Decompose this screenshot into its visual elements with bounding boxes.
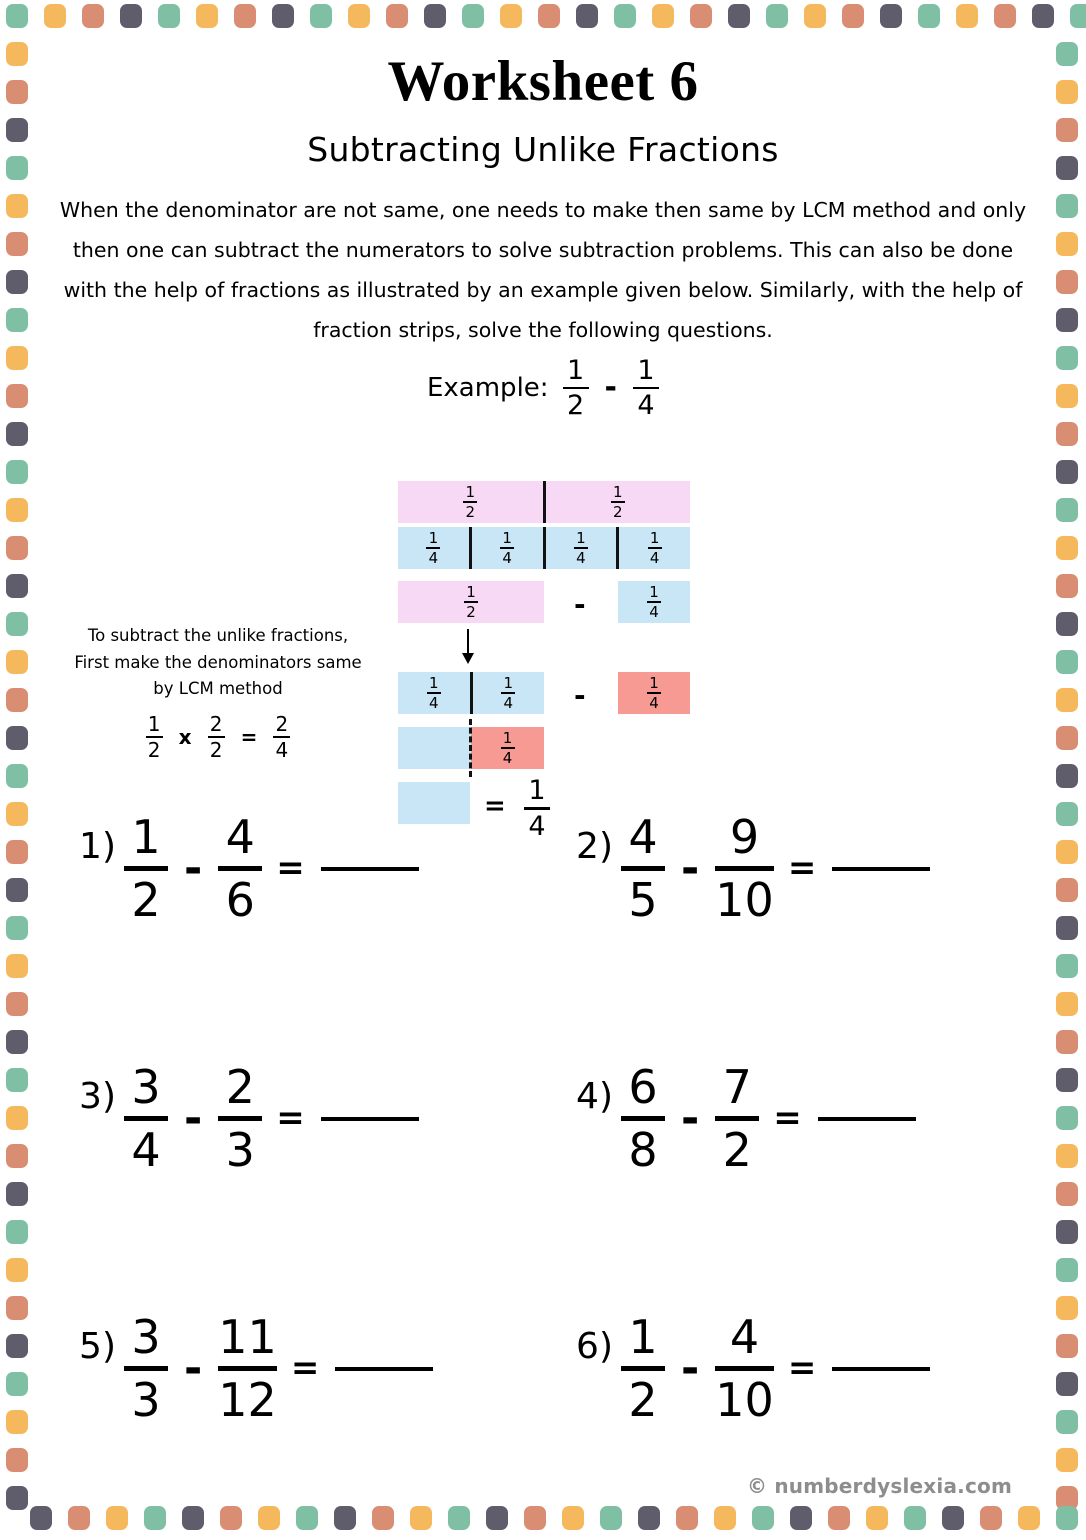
numerator: 2 [225,1060,255,1114]
border-square [6,726,28,750]
numerator: 1 [503,673,514,692]
minus-sign: - [184,1092,203,1144]
border-square [6,1372,28,1396]
denominator: 4 [428,693,439,712]
denominator: 2 [628,1373,658,1427]
problem-fraction-left [621,1310,665,1427]
denominator: 4 [131,1123,161,1177]
border-square [6,1448,28,1472]
border-square [6,1258,28,1282]
numerator: 1 [566,354,585,386]
numerator: 3 [131,1310,161,1364]
border-square [1056,612,1078,636]
cell-fraction [648,528,662,567]
footer-watermark: © numberdyslexia.com [747,1474,1012,1498]
strip-cell-empty [398,727,471,769]
border-square [6,840,28,864]
multiply-sign: x [178,725,192,750]
note-line-2: First make the denominators same [74,652,362,672]
denominator: 2 [209,738,223,763]
strip-cell [469,527,543,569]
row5-dashed-divider [469,719,472,777]
problem-expression [621,1308,930,1427]
numerator: 1 [502,728,513,747]
fraction-bar [715,866,774,871]
fraction-bar [563,387,589,390]
equals-sign: = [787,1348,817,1389]
minus-sign: - [681,1092,700,1144]
cell-fraction [464,582,478,621]
border-square [1056,384,1078,408]
denominator: 12 [218,1373,277,1427]
answer-blank[interactable] [335,1367,433,1371]
note-fraction-result [273,712,290,763]
numerator: 1 [131,810,161,864]
denominator: 2 [131,873,161,927]
border-square [6,1334,28,1358]
border-square [1056,270,1078,294]
problem-expression [621,1058,916,1177]
border-square [1056,1220,1078,1244]
note-line-3: by LCM method [153,679,283,698]
border-square [1056,42,1078,66]
border-square [1056,878,1078,902]
numerator: 1 [612,482,623,501]
strip-cell [618,581,690,623]
problem-fraction-right [218,1060,262,1177]
minus-sign: - [681,842,700,894]
problem-number: 5) [79,1326,116,1367]
cell-fraction [500,528,514,567]
denominator: 10 [715,873,774,927]
numerator: 2 [209,712,223,737]
row3-minus-sign: - [574,588,586,622]
numerator: 1 [428,528,439,547]
numerator: 7 [722,1060,752,1114]
fraction-bar [218,1366,277,1371]
border-square [1056,1030,1078,1054]
numerator: 1 [465,482,476,501]
border-square [1070,4,1086,28]
border-square [6,384,28,408]
border-square [6,802,28,826]
problem-fraction-left [124,810,168,927]
border-square [1056,650,1078,674]
border-square [1056,1334,1078,1358]
note-equation [68,712,368,763]
strip-cell [470,672,545,714]
strip-cell [471,727,544,769]
cell-fraction [463,482,477,521]
border-square [1056,992,1078,1016]
border-square [1056,1068,1078,1092]
border-square [1056,954,1078,978]
border-square [6,42,28,66]
strip-row4-subtrahend [618,672,690,714]
border-square [6,688,28,712]
answer-blank[interactable] [818,1117,916,1121]
border-square [1056,1410,1078,1434]
border-square [1056,764,1078,788]
strip-row3-minuend [398,581,544,623]
denominator: 4 [649,693,659,712]
border-square [1056,840,1078,864]
border-square [6,498,28,522]
page-title: Worksheet 6 [387,50,699,113]
cell-fraction [647,673,661,712]
numerator: 11 [218,1310,277,1364]
problem-row [46,1040,1040,1290]
border-square [1056,1144,1078,1168]
denominator: 4 [637,390,655,422]
border-square [6,1068,28,1092]
strip-cell [398,527,469,569]
border-square [6,1486,28,1510]
problem-item [543,1040,1040,1290]
conversion-arrow-shaft [467,629,469,655]
denominator: 4 [275,738,289,763]
fraction-bar [621,1366,665,1371]
border-square [6,954,28,978]
fraction-strip-diagram [46,423,1040,842]
cell-fraction [574,528,588,567]
problem-expression [621,808,930,927]
border-square [1056,1372,1078,1396]
border-square [1056,1506,1078,1530]
denominator: 6 [225,873,255,927]
border-square [1056,1448,1078,1472]
numerator: 4 [225,810,255,864]
problem-row [46,790,1040,1040]
problem-item [46,790,546,1040]
fraction-bar [124,866,168,871]
numerator: 1 [428,673,439,692]
numerator: 3 [131,1060,161,1114]
border-square [6,1144,28,1168]
border-square [1056,726,1078,750]
answer-blank[interactable] [832,1367,930,1371]
border-square [6,422,28,446]
border-square [6,1220,28,1244]
problem-number: 4) [576,1076,613,1117]
note-line-1: To subtract the unlike fractions, [87,626,349,646]
border-square [6,1030,28,1054]
denominator: 4 [502,548,512,567]
border-square [1056,1296,1078,1320]
equals-sign: = [240,725,258,750]
strip-cell [398,481,543,523]
example-label: Example: [426,372,549,403]
denominator: 8 [628,1123,658,1177]
cell-fraction [647,582,661,621]
numerator: 4 [729,1310,760,1364]
border-square [1056,1106,1078,1130]
strip-cell [543,481,691,523]
answer-blank[interactable] [321,867,419,871]
fraction-bar [621,1116,665,1121]
problem-fraction-left [621,810,665,927]
border-square [1056,1486,1078,1510]
numerator: 1 [466,582,476,601]
equals-sign: = [290,1348,320,1389]
border-square [6,232,28,256]
cell-fraction [501,728,515,767]
border-square [6,992,28,1016]
example-header [46,354,1040,422]
problem-number: 6) [576,1326,613,1367]
denominator: 4 [649,548,660,567]
problem-fraction-right [715,810,774,927]
problem-expression [124,808,419,927]
strip-cell [543,527,617,569]
numerator: 4 [628,810,658,864]
problem-item [543,790,1040,1040]
minus-sign: - [184,1342,203,1394]
problem-item [46,1290,543,1540]
cell-fraction [611,482,625,521]
border-square [6,1410,28,1434]
strip-cell [398,672,470,714]
fraction-bar [124,1366,168,1371]
numerator: 1 [576,528,586,547]
denominator: 4 [576,548,586,567]
denominator: 2 [612,502,623,521]
border-square [6,574,28,598]
denominator: 2 [465,502,476,521]
border-square [1056,232,1078,256]
numerator: 1 [147,712,161,737]
problem-fraction-left [124,1310,168,1427]
lcm-note [68,623,368,763]
note-fraction-a [146,712,163,763]
border-square [1056,346,1078,370]
denominator: 5 [628,873,658,927]
border-square [6,612,28,636]
denominator: 4 [503,693,514,712]
fraction-bar [621,866,665,871]
border-square [1056,916,1078,940]
cell-fraction [427,673,441,712]
problem-fraction-right [218,810,262,927]
denominator: 2 [566,390,585,422]
border-square [1056,308,1078,332]
problems-grid [46,790,1040,1540]
equals-sign: = [276,1098,305,1139]
border-square [1056,1182,1078,1206]
border-square [6,460,28,484]
equals-sign: = [773,1098,802,1139]
strip-row-quarters [398,527,690,569]
problem-number: 1) [79,826,116,867]
border-square [6,346,28,370]
border-square [1056,460,1078,484]
numerator: 1 [649,582,659,601]
border-square [1056,80,1078,104]
minus-sign: - [184,842,203,894]
border-square [6,308,28,332]
cell-fraction [501,673,515,712]
border-square [1056,498,1078,522]
example-fraction-left [563,354,589,422]
note-fraction-b [208,712,225,763]
problem-number: 2) [576,826,613,867]
fraction-bar [633,387,659,390]
denominator: 2 [147,738,161,763]
border-square [1056,536,1078,560]
result-equals-sign: = [484,791,506,822]
equals-sign: = [787,848,817,889]
fraction-bar [124,1116,168,1121]
denominator: 10 [715,1373,774,1427]
denominator: 3 [131,1373,161,1427]
answer-blank[interactable] [832,867,930,871]
border-square [6,156,28,180]
border-square [6,650,28,674]
border-square [6,1106,28,1130]
numerator: 6 [628,1060,658,1114]
worksheet-page [46,0,1040,1536]
intro-paragraph: When the denominator are not same, one needs to make then same by LCM method and only then one can subtract the numerators to solve subtraction problems. This can also be done with the help of fractions as illustrated by an example given below. Similarly, with the help of fraction strips, solve the following questions. [59,197,1027,342]
problem-expression [124,1058,419,1177]
numerator: 1 [649,528,660,547]
numerator: 2 [275,712,289,737]
denominator: 4 [502,748,513,767]
border-square [6,764,28,788]
conversion-arrow-head [462,653,474,664]
border-square [6,4,28,28]
denominator: 2 [722,1123,752,1177]
answer-blank[interactable] [321,1117,419,1121]
strip-row4-minuend [398,672,544,714]
strip-cell [398,581,544,623]
numerator: 1 [502,528,512,547]
numerator: 9 [729,810,760,864]
border-square [6,536,28,560]
problem-fraction-left [621,1060,665,1177]
border-square [1056,802,1078,826]
denominator: 3 [225,1123,255,1177]
border-square [6,118,28,142]
fraction-bar [715,1116,759,1121]
problem-row [46,1290,1040,1540]
border-square [1056,574,1078,598]
numerator: 1 [649,673,659,692]
border-square [6,194,28,218]
example-fraction-right [633,354,659,422]
problem-number: 3) [79,1076,116,1117]
denominator: 2 [466,602,476,621]
border-square [6,80,28,104]
fraction-bar [715,1366,774,1371]
equals-sign: = [276,848,305,889]
problem-expression [124,1308,433,1427]
problem-item [543,1290,1040,1540]
problem-fraction-right [218,1310,277,1427]
denominator: 4 [649,602,659,621]
problem-fraction-left [124,1060,168,1177]
strip-cell [618,672,690,714]
border-square [1056,118,1078,142]
page-subtitle: Subtracting Unlike Fractions [307,129,779,169]
cell-fraction [426,528,440,567]
border-square [1056,1258,1078,1282]
border-square [1056,688,1078,712]
denominator: 4 [528,810,546,842]
row4-minus-sign: - [574,679,586,713]
border-square [6,1296,28,1320]
problem-item [46,1040,543,1290]
strip-cell [616,527,690,569]
numerator: 1 [637,354,655,386]
problem-fraction-right [715,1310,774,1427]
border-square [1056,194,1078,218]
border-square [6,1182,28,1206]
border-square [1056,156,1078,180]
numerator: 1 [628,1310,658,1364]
denominator: 4 [428,548,439,567]
border-square [6,916,28,940]
strip-row-halves [398,481,690,523]
minus-sign: - [604,369,617,405]
fraction-bar [218,1116,262,1121]
border-square [6,878,28,902]
minus-sign: - [681,1342,700,1394]
numerator: 1 [528,775,546,807]
problem-fraction-right [715,1060,759,1177]
border-square [6,270,28,294]
border-square [1056,422,1078,446]
fraction-bar [218,866,262,871]
strip-row3-subtrahend [618,581,690,623]
